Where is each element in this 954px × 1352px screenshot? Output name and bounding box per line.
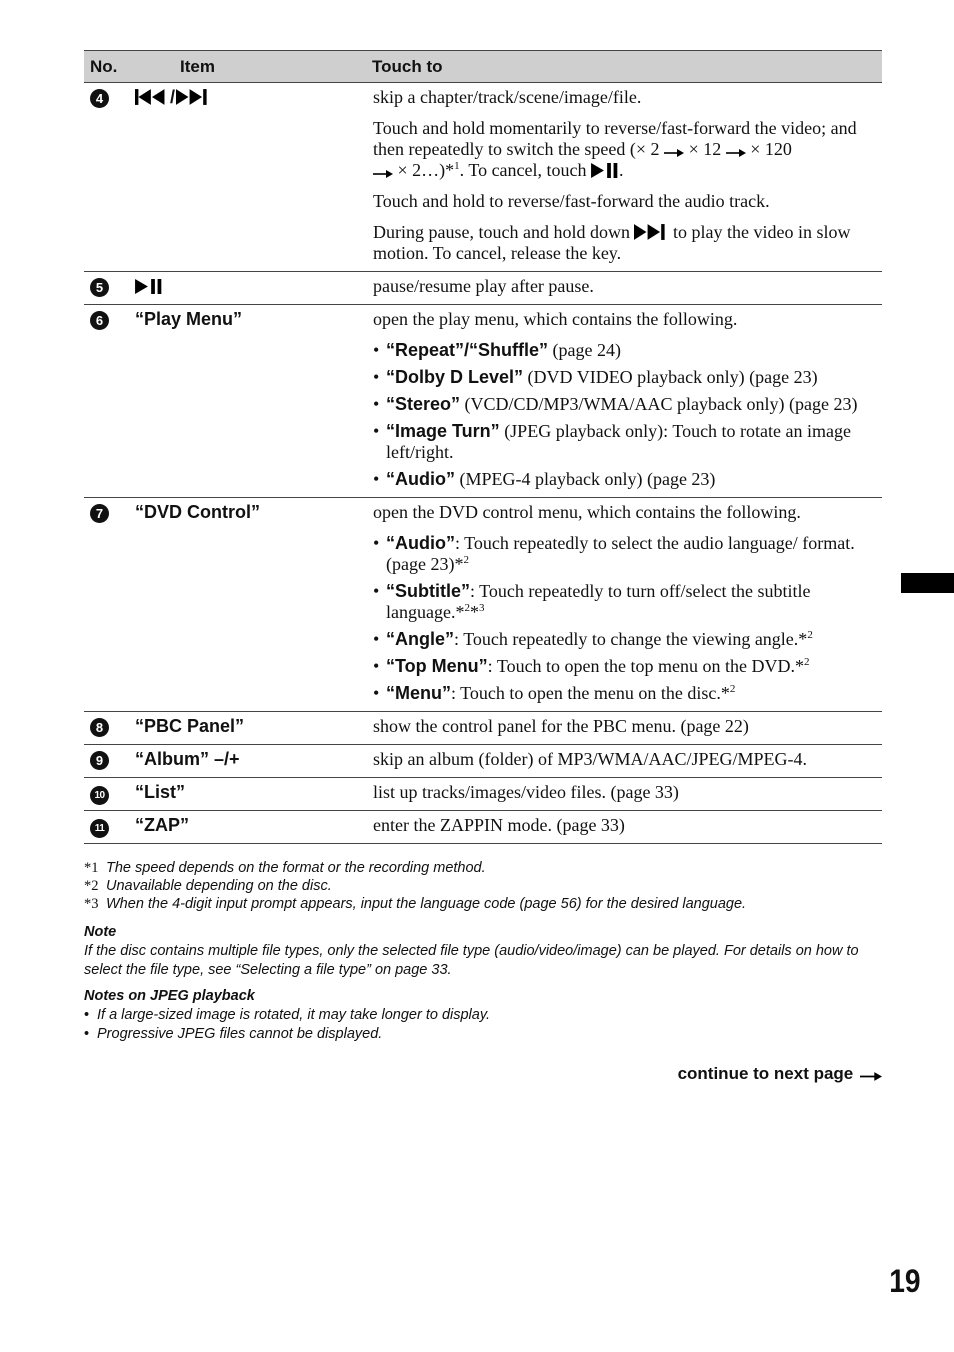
row7-text-1: open the DVD control menu, which contains the following. [373,502,801,522]
header-touch: Touch to [366,51,882,83]
header-item: Item [128,51,366,83]
list-item: • “Angle”: Touch repeatedly to change the viewing angle.*$^2$ [373,629,864,650]
row6-text-1: open the play menu, which contains the following. [373,309,738,329]
list-item: • “Menu”: Touch to open the menu on the disc.*$^2$ [373,683,864,704]
previous-track-icon [135,89,169,105]
note-heading: Note [84,924,117,940]
controls-table [84,50,882,844]
next-track-icon [176,89,210,105]
play-menu-list [373,340,864,490]
row-number-badge: 9 [90,751,109,770]
table-row [84,778,882,811]
row8-item: “PBC Panel” [128,712,366,745]
row5-text-1: pause/resume play after pause. [373,276,594,296]
table-row [84,745,882,778]
row-number-badge: 8 [90,718,109,737]
footnote-3: *3 When the 4-digit input prompt appears, input the language code (page 56) for the desired language. [84,896,747,912]
arrow-right-icon [860,1072,882,1081]
table-row [84,498,882,712]
list-item: • “Subtitle”: Touch repeatedly to turn off/select the subtitle language.*$^2$*$^3$ [373,581,864,623]
row11-item: “ZAP” [128,811,366,844]
row10-item: “List” [128,778,366,811]
continue-next-page: continue to next page [678,1064,882,1084]
note-block [84,923,884,980]
row4-text-3: Touch and hold to reverse/fast-forward the audio track. [373,191,770,211]
note-text: If the disc contains multiple file types, only the selected file type (audio/video/image) can be played. For details on how to select the file type, see “Selecting a file type” on page 33. [84,943,859,978]
list-item: • If a large-sized image is rotated, it may take longer to display. [84,1006,884,1025]
table-header-row [84,51,882,83]
row-number-badge: 4 [90,89,109,108]
header-no: No. [84,51,128,83]
list-item: • “Top Menu”: Touch to open the top menu on the DVD.*$^2$ [373,656,864,677]
jpeg-notes-heading: Notes on JPEG playback [84,988,255,1004]
table-row [84,83,882,272]
table-row [84,272,882,305]
list-item: • “Dolby D Level” (DVD VIDEO playback only) (page 23) [373,367,864,388]
table-row [84,712,882,745]
play-pause-icon [591,163,619,178]
arrow-right-icon [726,149,746,157]
row9-text-1: skip an album (folder) of MP3/WMA/AAC/JPEG/MPEG-4. [373,749,807,769]
row-number-badge: 7 [90,504,109,523]
row4-text-4: During pause, touch and hold down to play the video in slow motion. To cancel, release the key. [373,222,851,263]
row8-text-1: show the control panel for the PBC menu. (page 22) [373,716,749,736]
row9-item: “Album” –/+ [128,745,366,778]
row11-text-1: enter the ZAPPIN mode. (page 33) [373,815,625,835]
slash-separator: / [170,87,176,107]
row6-item: “Play Menu” [128,305,366,498]
list-item: • “Stereo” (VCD/CD/MP3/WMA/AAC playback only) (page 23) [373,394,864,415]
row-number-badge: 10 [90,786,109,805]
arrow-right-icon [373,170,393,178]
list-item: • “Repeat”/“Shuffle” (page 24) [373,340,864,361]
dvd-control-list [373,533,864,704]
table-row [84,811,882,844]
row-number-badge: 11 [90,819,109,838]
table-row [84,305,882,498]
list-item: • “Audio”: Touch repeatedly to select the audio language/ format. (page 23)*$^2$ [373,533,864,575]
row-number-badge: 5 [90,278,109,297]
play-pause-icon [135,279,163,294]
page-number: 19 [889,1263,921,1299]
section-tab-marker [901,573,954,593]
list-item: • “Audio” (MPEG-4 playback only) (page 23) [373,469,864,490]
jpeg-notes-block [84,987,884,1044]
row10-text-1: list up tracks/images/video files. (page 33) [373,782,679,802]
arrow-right-icon [664,149,684,157]
list-item: • “Image Turn” (JPEG playback only): Touch to rotate an image left/right. [373,421,864,463]
row4-text-1: skip a chapter/track/scene/image/file. [373,87,642,107]
row-number-badge: 6 [90,311,109,330]
list-item: • Progressive JPEG files cannot be displayed. [84,1025,884,1044]
row4-text-2: Touch and hold momentarily to reverse/fast-forward the video; and then repeatedly to switch the speed (× 2 × 12 × 120 × 2…)*$^1$. To cancel, touch . [373,118,857,180]
next-track-icon [634,224,668,240]
footnote-2: *2 Unavailable depending on the disc. [84,878,332,894]
row7-item: “DVD Control” [128,498,366,712]
footnote-1: *1 The speed depends on the format or the recording method. [84,860,486,876]
